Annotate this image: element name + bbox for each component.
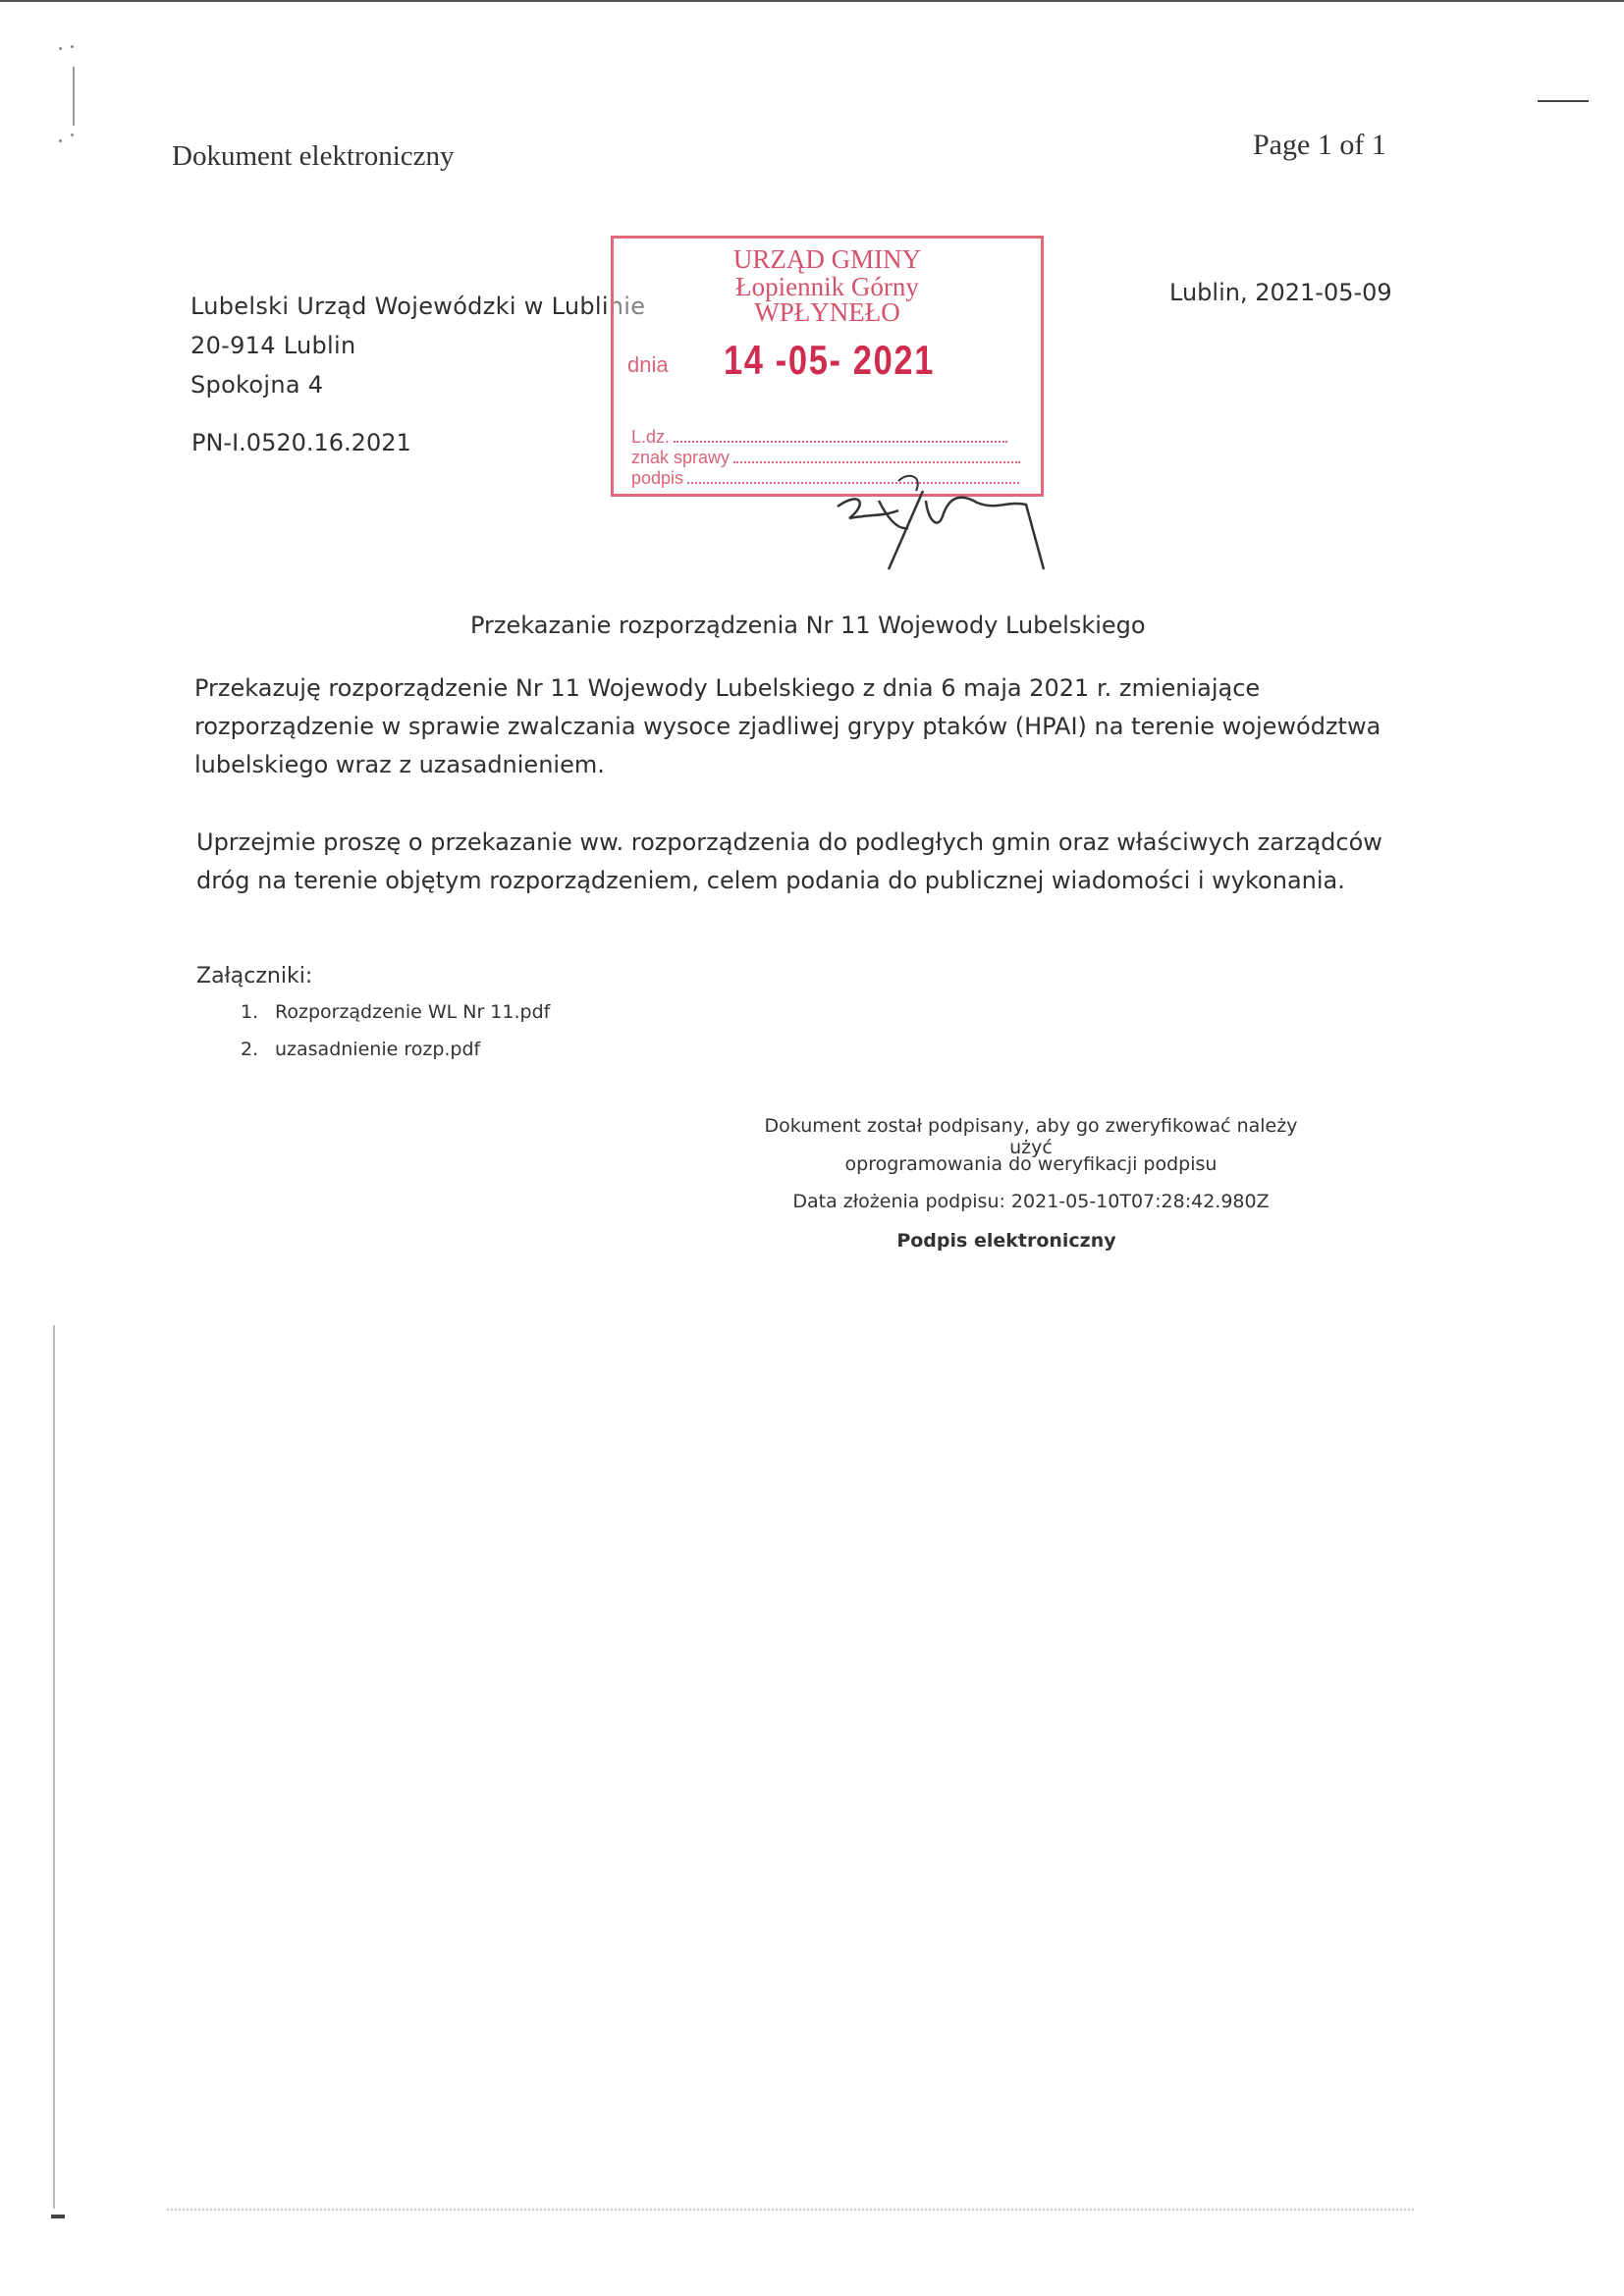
- stamp-dnia-label: dnia: [627, 352, 669, 377]
- place-and-date: Lublin, 2021-05-09: [1169, 279, 1392, 306]
- signature-info-line: Dokument został podpisany, aby go zweryfikować należy użyć: [764, 1115, 1298, 1158]
- scan-dot: [59, 139, 62, 142]
- paragraph-line: lubelskiego wraz z uzasadnieniem.: [194, 751, 605, 778]
- signature-info-line: oprogramowania do weryfikacji podpisu: [844, 1153, 1218, 1175]
- paragraph-line: dróg na terenie objętym rozporządzeniem, celem podania do publicznej wiadomości i wykonania.: [196, 867, 1345, 894]
- scan-dot: [71, 45, 74, 48]
- scan-corner-mark: [51, 2215, 65, 2218]
- attachment-filename: uzasadnienie rozp.pdf: [275, 1039, 481, 1060]
- sender-name: Lubelski Urząd Wojewódzki w Lublinie: [190, 293, 646, 320]
- incoming-stamp: [611, 236, 1044, 497]
- paragraph-line: Przekazuję rozporządzenie Nr 11 Wojewody Lubelskiego z dnia 6 maja 2021 r. zmieniające: [194, 674, 1261, 702]
- paragraph-line: rozporządzenie w sprawie zwalczania wysoce zjadliwej grypy ptaków (HPAI) na terenie województwa: [194, 713, 1381, 740]
- stamp-field-ldz: [631, 427, 1007, 448]
- handwritten-signature: [830, 461, 1065, 579]
- scan-dot: [59, 47, 62, 50]
- body-paragraph-1: [194, 669, 1381, 784]
- attachment-number: 2.: [241, 1039, 259, 1060]
- reference-number: PN-I.0520.16.2021: [191, 429, 411, 456]
- sender-street: Spokojna 4: [190, 371, 324, 399]
- letter-subject: Przekazanie rozporządzenia Nr 11 Wojewody Lubelskiego: [470, 612, 1146, 639]
- signature-date: Data złożenia podpisu: 2021-05-10T07:28:42.980Z: [792, 1191, 1270, 1212]
- scan-bottom-rule: [167, 2209, 1414, 2211]
- attachment-number: 1.: [241, 1001, 259, 1023]
- scan-left-mark: [73, 67, 75, 126]
- scan-dot: [71, 133, 74, 136]
- scan-right-dash: [1538, 100, 1589, 102]
- scan-top-rule: [0, 0, 1624, 2]
- attachment-item: [0, 1001, 1624, 1027]
- attachment-filename: Rozporządzenie WL Nr 11.pdf: [275, 1001, 551, 1023]
- stamp-office-name: URZĄD GMINY: [732, 244, 922, 274]
- scan-left-edge: [53, 1325, 55, 2209]
- stamp-field-label: L.dz.: [631, 427, 671, 447]
- stamp-field-label: podpis: [631, 468, 684, 488]
- sender-postcode: 20-914 Lublin: [190, 332, 356, 359]
- stamp-field-label: znak sprawy: [631, 448, 731, 467]
- stamp-date: 14 -05- 2021: [724, 337, 935, 383]
- body-paragraph-2: [196, 824, 1382, 900]
- paragraph-line: Uprzejmie proszę o przekazanie ww. rozporządzenia do podległych gmin oraz właściwych zarządców: [196, 828, 1382, 856]
- page-indicator: Page 1 of 1: [1253, 129, 1386, 161]
- attachments-title: Załączniki:: [196, 964, 313, 988]
- stamp-municipality: Łopiennik Górny: [735, 272, 919, 301]
- stamp-received: WPŁYNEŁO: [754, 297, 900, 327]
- document-header-title: Dokument elektroniczny: [172, 140, 455, 172]
- attachment-item: [0, 1039, 1624, 1064]
- signature-label: Podpis elektroniczny: [896, 1230, 1116, 1252]
